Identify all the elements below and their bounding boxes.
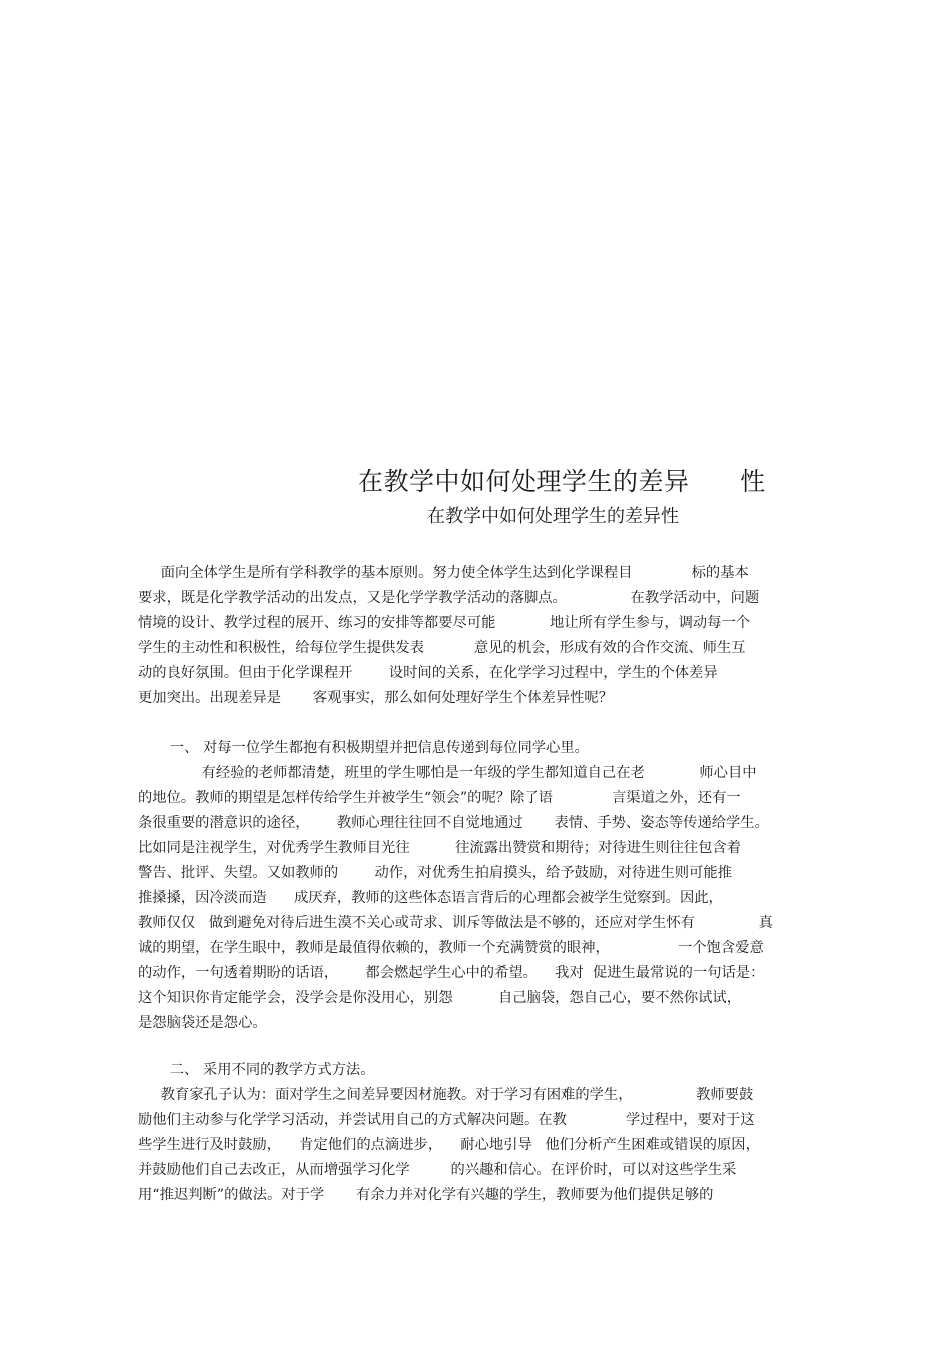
paragraph-line: 更加突出。出现差异是 客观事实，那么如何处理好学生个体差异性呢？ bbox=[138, 690, 614, 706]
paragraph-line: 推搡搡，因冷淡而造 成厌弃，教师的这些体态语言背后的心理都会被学生觉察到。因此， bbox=[138, 890, 723, 906]
section-heading: 二、 采用不同的教学方式方法。 bbox=[138, 1062, 375, 1078]
paragraph-line: 有经验的老师都清楚，班里的学生哪怕是一年级的学生都知道自己在老 师心目中 bbox=[138, 765, 757, 781]
paragraph-line: 面向全体学生是所有学科教学的基本原则。努力使全体学生达到化学课程目 标的基本 bbox=[138, 565, 749, 581]
paragraph-line: 些学生进行及时鼓励， 肯定他们的点滴进步， 耐心地引导 他们分析产生困难或错误的原因， bbox=[138, 1137, 760, 1153]
document-subtitle: 在教学中如何处理学生的差异性 bbox=[427, 506, 679, 527]
paragraph-line: 教师仅仅 做到避免对待后进生漠不关心或苛求、训斥等做法是不够的，还应对学生怀有 真 bbox=[138, 915, 773, 931]
paragraph-line: 教育家孔子认为：面对学生之间差异要因材施教。对于学习有困难的学生， 教师要鼓 bbox=[138, 1087, 754, 1103]
paragraph-line: 诚的期望，在学生眼中，教师是最值得依赖的，教师一个充满赞赏的眼神， 一个饱含爱意 bbox=[138, 940, 764, 956]
paragraph-line: 用“推迟判断”的做法。对于学 有余力并对化学有兴趣的学生，教师要为他们提供足够的 bbox=[138, 1187, 714, 1203]
paragraph-line: 警告、批评、失望。又如教师的 动作，对优秀生拍肩摸头，给予鼓励，对待进生则可能推 bbox=[138, 865, 732, 881]
paragraph-line: 并鼓励他们自己去改正，从而增强学习化学 的兴趣和信心。在评价时，可以对这些学生采 bbox=[138, 1162, 737, 1178]
paragraph-line: 情境的设计、教学过程的展开、练习的安排等都要尽可能 地让所有学生参与，调动每一个 bbox=[138, 615, 751, 631]
paragraph-line: 条很重要的潜意识的途径， 教师心理往往回不自觉地通过 表情、手势、姿态等传递给学生。 bbox=[138, 815, 769, 831]
paragraph-line: 动的良好氛围。但由于化学课程开 设时间的关系，在化学学习过程中，学生的个体差异 bbox=[138, 665, 718, 681]
section-heading: 一、 对每一位学生都抱有积极期望并把信息传递到每位同学心里。 bbox=[138, 740, 589, 756]
paragraph-line: 比如同是注视学生，对优秀学生教师目光往 往流露出赞赏和期待；对待进生则往往包含着 bbox=[138, 840, 742, 856]
paragraph-line: 要求，既是化学教学活动的出发点，又是化学学教学活动的落脚点。 在教学活动中，问题 bbox=[138, 590, 760, 606]
paragraph-line: 的地位。教师的期望是怎样传给学生并被学生“领会”的呢？除了语 言渠道之外，还有一 bbox=[138, 790, 741, 806]
paragraph-line: 的动作，一句透着期盼的话语， 都会燃起学生心中的希望。 我对 促进生最常说的一句话是： bbox=[138, 965, 765, 981]
paragraph-line: 这个知识你肯定能学会，没学会是你没用心，别怨 自己脑袋，怨自己心，要不然你试试， bbox=[138, 990, 742, 1006]
paragraph-line: 励他们主动参与化学学习活动，并尝试用自己的方式解决问题。在教 学过程中，要对于这 bbox=[138, 1112, 755, 1128]
document-title: 在教学中如何处理学生的差异 性 bbox=[358, 467, 766, 496]
paragraph-line: 是怨脑袋还是怨心。 bbox=[138, 1015, 267, 1031]
paragraph-line: 学生的主动性和积极性，给每位学生提供发表 意见的机会，形成有效的合作交流、师生互 bbox=[138, 640, 746, 656]
